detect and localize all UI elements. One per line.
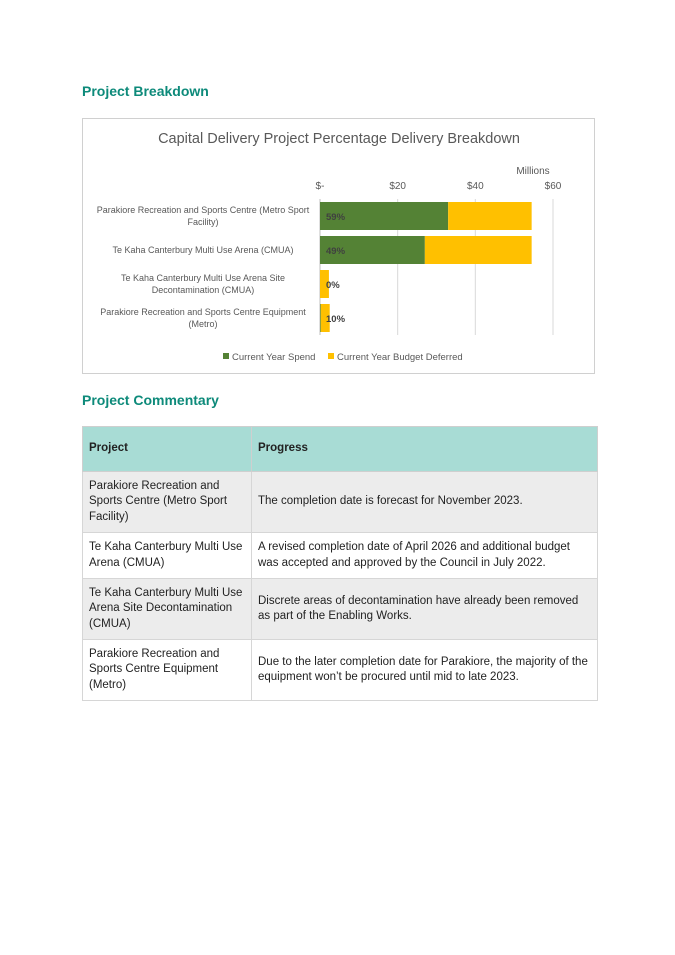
data-label: 59% bbox=[326, 212, 346, 223]
table-header-row bbox=[83, 427, 598, 472]
x-tick-label: $40 bbox=[466, 181, 484, 192]
table-row bbox=[83, 640, 598, 701]
data-label: 10% bbox=[326, 314, 346, 325]
table-row bbox=[83, 472, 598, 533]
category-label: Parakiore Recreation and Sports Centre (Metro Sport Facility) bbox=[96, 205, 310, 227]
section-heading-project-breakdown: Project Breakdown bbox=[82, 83, 209, 99]
x-tick-label: $60 bbox=[544, 181, 562, 192]
category-label: Parakiore Recreation and Sports Centre Equipment (Metro) bbox=[100, 307, 306, 329]
progress-cell: Due to the later completion date for Parakiore, the majority of the equipment won’t be procured until mid to late 2023. bbox=[252, 640, 598, 701]
bar-budget-deferred bbox=[425, 236, 532, 264]
x-tick-label: $- bbox=[315, 181, 325, 192]
section-heading-project-commentary: Project Commentary bbox=[82, 392, 219, 408]
project-cell: Te Kaha Canterbury Multi Use Arena (CMUA) bbox=[83, 533, 252, 579]
project-cell: Parakiore Recreation and Sports Centre (Metro Sport Facility) bbox=[83, 472, 252, 533]
axis-unit-label: Millions bbox=[516, 166, 550, 177]
column-header-progress: Progress bbox=[252, 427, 598, 472]
legend-label-current-year-spend: Current Year Spend bbox=[232, 352, 316, 363]
bar-budget-deferred bbox=[448, 202, 531, 230]
delivery-breakdown-chart bbox=[82, 118, 595, 374]
x-tick-label: $20 bbox=[389, 181, 407, 192]
table-row bbox=[83, 579, 598, 640]
legend-swatch-budget-deferred bbox=[328, 353, 334, 359]
legend-swatch-current-year-spend bbox=[223, 353, 229, 359]
project-cell: Te Kaha Canterbury Multi Use Arena Site Decontamination (CMUA) bbox=[83, 579, 252, 640]
legend-label-budget-deferred: Current Year Budget Deferred bbox=[337, 352, 463, 363]
data-label: 49% bbox=[326, 246, 346, 257]
table-row bbox=[83, 533, 598, 579]
data-label: 0% bbox=[326, 280, 340, 291]
chart-canvas bbox=[83, 119, 596, 375]
progress-cell: The completion date is forecast for November 2023. bbox=[252, 472, 598, 533]
category-label: Te Kaha Canterbury Multi Use Arena Site Decontamination (CMUA) bbox=[120, 273, 286, 295]
project-commentary-table bbox=[82, 426, 598, 701]
progress-cell: Discrete areas of decontamination have already been removed as part of the Enabling Works. bbox=[252, 579, 598, 640]
category-label: Te Kaha Canterbury Multi Use Arena (CMUA) bbox=[112, 245, 294, 255]
bar-current-year-spend bbox=[320, 304, 321, 332]
column-header-project: Project bbox=[83, 427, 252, 472]
progress-cell: A revised completion date of April 2026 and additional budget was accepted and approved by the Council in July 2022. bbox=[252, 533, 598, 579]
chart-title: Capital Delivery Project Percentage Delivery Breakdown bbox=[158, 131, 520, 147]
project-cell: Parakiore Recreation and Sports Centre Equipment (Metro) bbox=[83, 640, 252, 701]
